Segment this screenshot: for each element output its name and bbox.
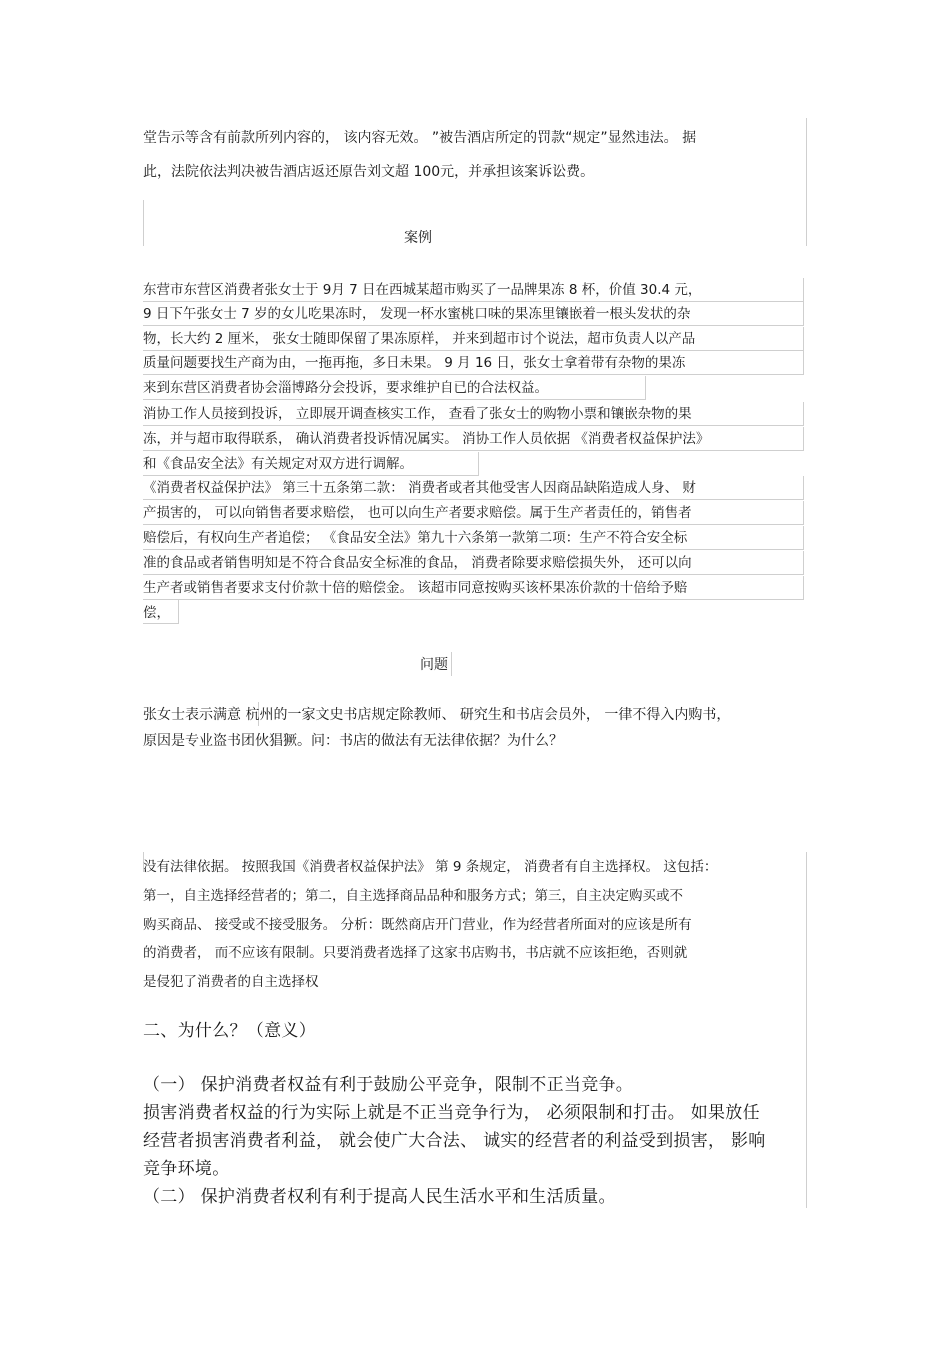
paragraph-line: （一） 保护消费者权益有利于鼓励公平竞争，限制不正当竞争。 bbox=[143, 1075, 634, 1095]
paragraph-line: 竞争环境。 bbox=[143, 1159, 230, 1179]
frame-rule bbox=[806, 118, 807, 246]
frame-rule bbox=[451, 652, 452, 676]
paragraph-line: 此，法院依法判决被告酒店返还原告刘文超 100元，并承担该案诉讼费。 bbox=[143, 164, 595, 180]
paragraph-line: 没有法律依据。 按照我国《消费者权益保护法》 第 9 条规定， 消费者有自主选择权。 这包括： bbox=[143, 859, 718, 875]
paragraph-line: 原因是专业盗书团伙猖獗。问：书店的做法有无法律依据？为什么？ bbox=[143, 733, 563, 749]
paragraph-line: 来到东营区消费者协会淄博路分会投诉，要求维护自已的合法权益。 bbox=[143, 380, 548, 396]
paragraph-line: 经营者损害消费者利益， 就会使广大合法、 诚实的经营者的利益受到损害， 影响 bbox=[143, 1131, 766, 1151]
paragraph-line: 9 日下午张女士 7 岁的女儿吃果冻时， 发现一杯水蜜桃口味的果冻里镶嵌着一根头发状的杂 bbox=[143, 306, 691, 322]
frame-rule bbox=[806, 852, 807, 1208]
paragraph-line: 物，长大约 2 厘米， 张女士随即保留了果冻原样， 并来到超市讨个说法，超市负责人以产品 bbox=[143, 331, 696, 347]
paragraph-line: 第一，自主选择经营者的；第二，自主选择商品品种和服务方式；第三，自主决定购买或不 bbox=[143, 888, 683, 904]
paragraph-line: 冻，并与超市取得联系， 确认消费者投诉情况属实。 消协工作人员依据 《消费者权益保护法》 bbox=[143, 431, 710, 447]
paragraph-line: 是侵犯了消费者的自主选择权 bbox=[143, 974, 319, 990]
paragraph-line: 质量问题要找生产商为由，一拖再拖，多日未果。 9 月 16 日，张女士拿着带有杂物的果冻 bbox=[143, 355, 686, 371]
paragraph-line: 《消费者权益保护法》 第三十五条第二款： 消费者或者其他受害人因商品缺陷造成人身、 财 bbox=[143, 480, 696, 496]
paragraph-line: 消协工作人员接到投诉， 立即展开调查核实工作， 查看了张女士的购物小票和镶嵌杂物的果 bbox=[143, 406, 692, 422]
case-heading: 案例 bbox=[404, 230, 432, 246]
paragraph-line: 堂告示等含有前款所列内容的， 该内容无效。 ”被告酒店所定的罚款“规定”显然违法。 据 bbox=[143, 130, 697, 146]
section-heading: 二、为什么？（意义） bbox=[143, 1021, 316, 1041]
question-heading: 问题 bbox=[420, 657, 448, 673]
paragraph-line: 和《食品安全法》有关规定对双方进行调解。 bbox=[143, 456, 413, 472]
paragraph-line: （二） 保护消费者权利有利于提高人民生活水平和生活质量。 bbox=[143, 1187, 616, 1207]
paragraph-line: 生产者或销售者要求支付价款十倍的赔偿金。 该超市同意按购买该杯果冻价款的十倍给予赔 bbox=[143, 580, 688, 596]
paragraph-line: 偿， bbox=[143, 605, 170, 621]
paragraph-line: 东营市东营区消费者张女士于 9月 7 日在西城某超市购买了一品牌果冻 8 杯，价值 30.4 元， bbox=[143, 282, 702, 298]
paragraph-line: 购买商品、 接受或不接受服务。 分析：既然商店开门营业，作为经营者所面对的应该是所有 bbox=[143, 917, 692, 933]
paragraph-line: 损害消费者权益的行为实际上就是不正当竞争行为， 必须限制和打击。 如果放任 bbox=[143, 1103, 760, 1123]
frame-rule bbox=[143, 200, 144, 246]
paragraph-line: 产损害的， 可以向销售者要求赔偿， 也可以向生产者要求赔偿。属于生产者责任的，销售者 bbox=[143, 505, 692, 521]
paragraph-line: 赔偿后，有权向生产者追偿； 《食品安全法》第九十六条第一款第二项：生产不符合安全标 bbox=[143, 530, 688, 546]
paragraph-line: 张女士表示满意 杭州的一家文史书店规定除教师、 研究生和书店会员外， 一律不得入内购书， bbox=[143, 707, 731, 723]
paragraph-line: 准的食品或者销售明知是不符合食品安全标准的食品， 消费者除要求赔偿损失外， 还可以向 bbox=[143, 555, 692, 571]
paragraph-line: 的消费者， 而不应该有限制。只要消费者选择了这家书店购书，书店就不应该拒绝，否则就 bbox=[143, 945, 688, 961]
